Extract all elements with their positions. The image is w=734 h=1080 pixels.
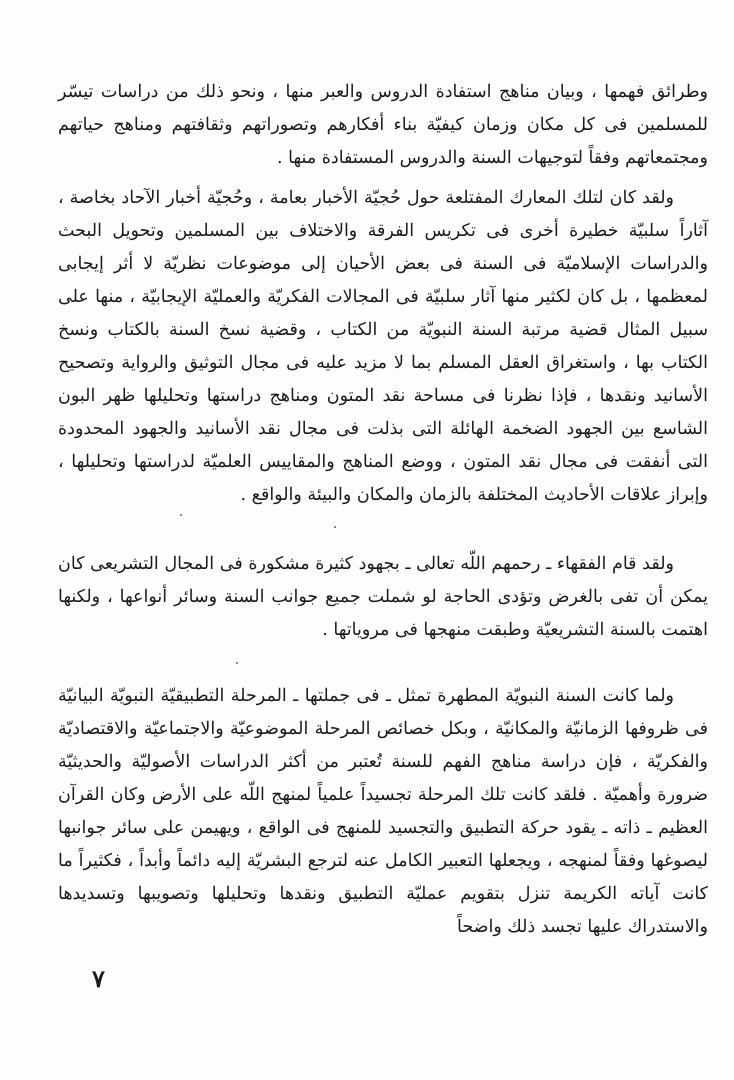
page-number: ٧ (92, 964, 105, 993)
paragraph-jurists: ولقد قام الفقهاء ـ رحمهم اللّه تعالى ـ بجهود كثيرة مشكورة فى المجال التشريعى كان يمكن أن تفى بالغرض وتؤدى الحاجة لو شملت جميع جوانب السنة وسائر أنواعها ، ولكنها اهتمت بالسنة التشريعيّة وطبقت منهجها فى مروياتها . (58, 554, 708, 640)
paragraph-prophetic-sunnah: ولما كانت السنة النبويّة المطهرة تمثل ـ فى جملتها ـ المرحلة التطبيقيّة النبويّة البيانيّة فى ظروفها الزمانيّة والمكانيّة ، وبكل خصائص المرحلة الموضوعيّة والاجتماعيّة والاقتصاديّة والفكريّة ، فإن دراسة مناهج الفهم للسنة تُعتبر من أكثر الدراسات الأصوليّة والحديثيّة ضرورة وأهميّة . فلقد كانت تلك المرحلة تجسيداً علمياً لمنهج اللّه على الأرض وكان القرآن العظيم ـ ذاته ـ يقود حركة التطبيق والتجسيد للمنهج فى الواقع ، ويهيمن على سائر جوانبها ليصوغها وفقاً لمنهجه ، ويجعلها التعبير الكامل عنه لترجع البشريّة إليه دائماً وأبداً ، فكثيراً ما كانت آياته الكريمة تنزل بتقويم عمليّة التطبيق ونقدها وتحليلها وتصويبها وتسديدها والاستدراك عليها تجسد ذلك واضحاً (58, 686, 708, 937)
scan-speck (334, 526, 336, 528)
paragraph-continuation: وطرائق فهمها ، وبيان مناهج استفادة الدروس والعبر منها ، ونحو ذلك من دراسات تيسّر للمسلمين فى كل مكان وزمان كيفيّة بناء أفكارهم وتصوراتهم وثقافتهم ومناهج حياتهم ومجتمعاتهم وفقاً لتوجيهات السنة والدروس المستفادة منها . (58, 82, 708, 168)
scan-speck (180, 514, 182, 516)
scan-speck (236, 662, 238, 664)
paragraph-hadith-debates: ولقد كان لتلك المعارك المفتلعة حول حُجيّة الأخبار بعامة ، وحُجيّة أخبار الآحاد بخاصة ، آثاراً سلبيّة خطيرة أخرى فى تكريس الفرقة والاختلاف بين المسلمين وتحويل البحث والدراسات الإسلاميّة فى السنة فى بعض الأحيان إلى موضوعات نظريّة لا أثر إيجابى لمعظمها ، بل كان لكثير منها آثار سلبيّة فى المجالات الفكريّة والعمليّة الإيجابيّة ، منها على سبيل المثال قضية مرتبة السنة النبويّة من الكتاب ، وقضية نسخ السنة بالكتاب ونسخ الكتاب بها ، واستغراق العقل المسلم بما لا مزيد عليه فى مجال التوثيق والرواية وتصحيح الأسانيد ونقدها ، فإذا نظرنا فى مساحة نقد المتون ومناهج دراستها وتحليلها ظهر البون الشاسع بين الجهود الضخمة الهائلة التى بذلت فى مجال نقد الأسانيد والجهود المحدودة التى أنفقت فى مجال نقد المتون ، ووضع المناهج والمقاييس العلميّة لدراستها وتحليلها ، وإبراز علاقات الأحاديث المختلفة بالزمان والمكان والبيئة والواقع . (58, 188, 708, 505)
